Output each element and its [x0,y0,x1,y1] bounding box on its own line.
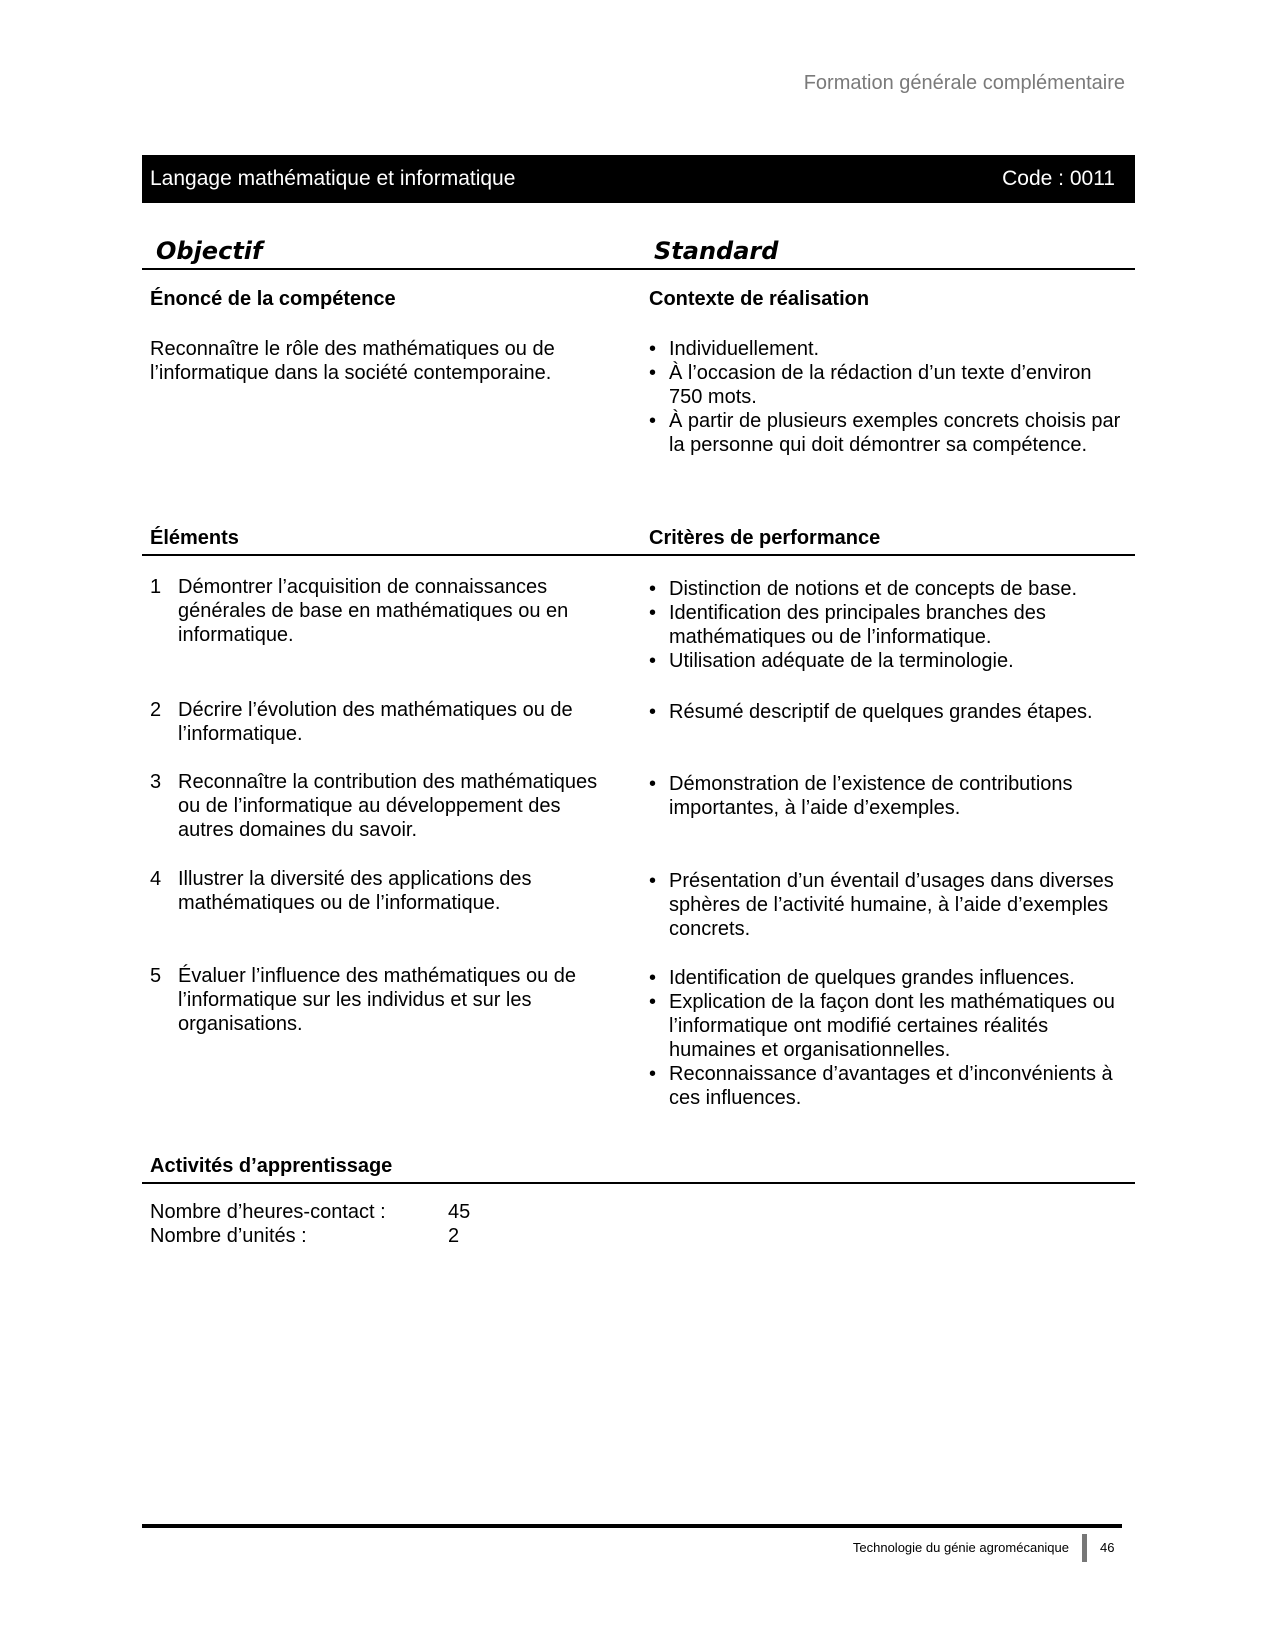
hours-block [150,1200,470,1248]
element-text: Évaluer l’influence des mathématiques ou de l’informatique sur les individus et sur les organisations. [178,965,577,1035]
element-number: 2 [150,699,162,721]
course-title: Langage mathématique et informatique [150,167,516,190]
list-item: • Résumé descriptif de quelques grandes étapes. [647,700,1122,724]
context-list [647,337,1122,457]
activities-heading: Activités d’apprentissage [150,1155,393,1177]
list-item: • Individuellement. [647,337,1122,361]
footer-program: Technologie du génie agromécanique [852,1540,1069,1555]
competence-heading: Énoncé de la compétence [150,288,396,310]
context-heading: Contexte de réalisation [649,288,870,310]
element-1 [150,575,620,647]
element-number: 3 [150,771,162,793]
element-4 [150,867,620,915]
competence-statement: Reconnaître le rôle des mathématiques ou de l’informatique dans la société contemporaine. [150,338,555,384]
element-5 [150,964,620,1036]
hours-label: Nombre d’heures-contact : [150,1201,386,1223]
activities-rule [142,1182,1135,1184]
list-item: • Identification de quelques grandes influences. [647,966,1122,990]
list-item: • Démonstration de l’existence de contributions importantes, à l’aide d’exemples. [647,772,1122,820]
running-header: Formation générale complémentaire [803,72,1125,94]
standard-heading: Standard [654,237,779,265]
units-value: 2 [448,1225,460,1247]
criteria-heading: Critères de performance [649,527,881,549]
list-item: • Explication de la façon dont les mathématiques ou l’informatique ont modifié certaines réalités humaines et organisationnelles. [647,990,1122,1062]
elements-heading: Éléments [150,527,239,549]
element-number: 4 [150,868,162,890]
list-item: • Identification des principales branches des mathématiques ou de l’informatique. [647,601,1122,649]
list-item: • Reconnaissance d’avantages et d’inconvénients à ces influences. [647,1062,1122,1110]
criteria-list-4 [647,869,1122,941]
criteria-list-3 [647,772,1122,820]
footer-rule [142,1524,1122,1528]
element-text: Reconnaître la contribution des mathématiques ou de l’informatique au développement des autres domaines du savoir. [178,771,598,841]
list-item: • Distinction de notions et de concepts de base. [647,577,1122,601]
footer-separator [1082,1534,1087,1562]
element-text: Démontrer l’acquisition de connaissances générales de base en mathématiques ou en informatique. [178,576,569,646]
element-number: 1 [150,576,162,598]
elements-rule [142,554,1135,556]
list-item: • Présentation d’un éventail d’usages dans diverses sphères de l’activité humaine, à l’aide d’exemples concrets. [647,869,1122,941]
units-label: Nombre d’unités : [150,1225,307,1247]
list-item: • À partir de plusieurs exemples concrets choisis par la personne qui doit démontrer sa compétence. [647,409,1122,457]
page-number: 46 [1100,1540,1115,1555]
element-text: Illustrer la diversité des applications des mathématiques ou de l’informatique. [178,868,532,914]
hours-value: 45 [448,1201,471,1223]
criteria-list-1 [647,577,1122,673]
criteria-list-2 [647,700,1122,724]
list-item: • Utilisation adéquate de la terminologie. [647,649,1122,673]
objectif-heading: Objectif [156,237,263,265]
criteria-list-5 [647,966,1122,1110]
element-3 [150,770,620,842]
element-number: 5 [150,965,162,987]
element-text: Décrire l’évolution des mathématiques ou de l’informatique. [178,699,573,745]
column-headings [142,232,1135,270]
element-2 [150,698,620,746]
course-title-bar [142,155,1135,203]
course-code: Code : 0011 [1002,167,1115,190]
list-item: • À l’occasion de la rédaction d’un texte d’environ 750 mots. [647,361,1122,409]
